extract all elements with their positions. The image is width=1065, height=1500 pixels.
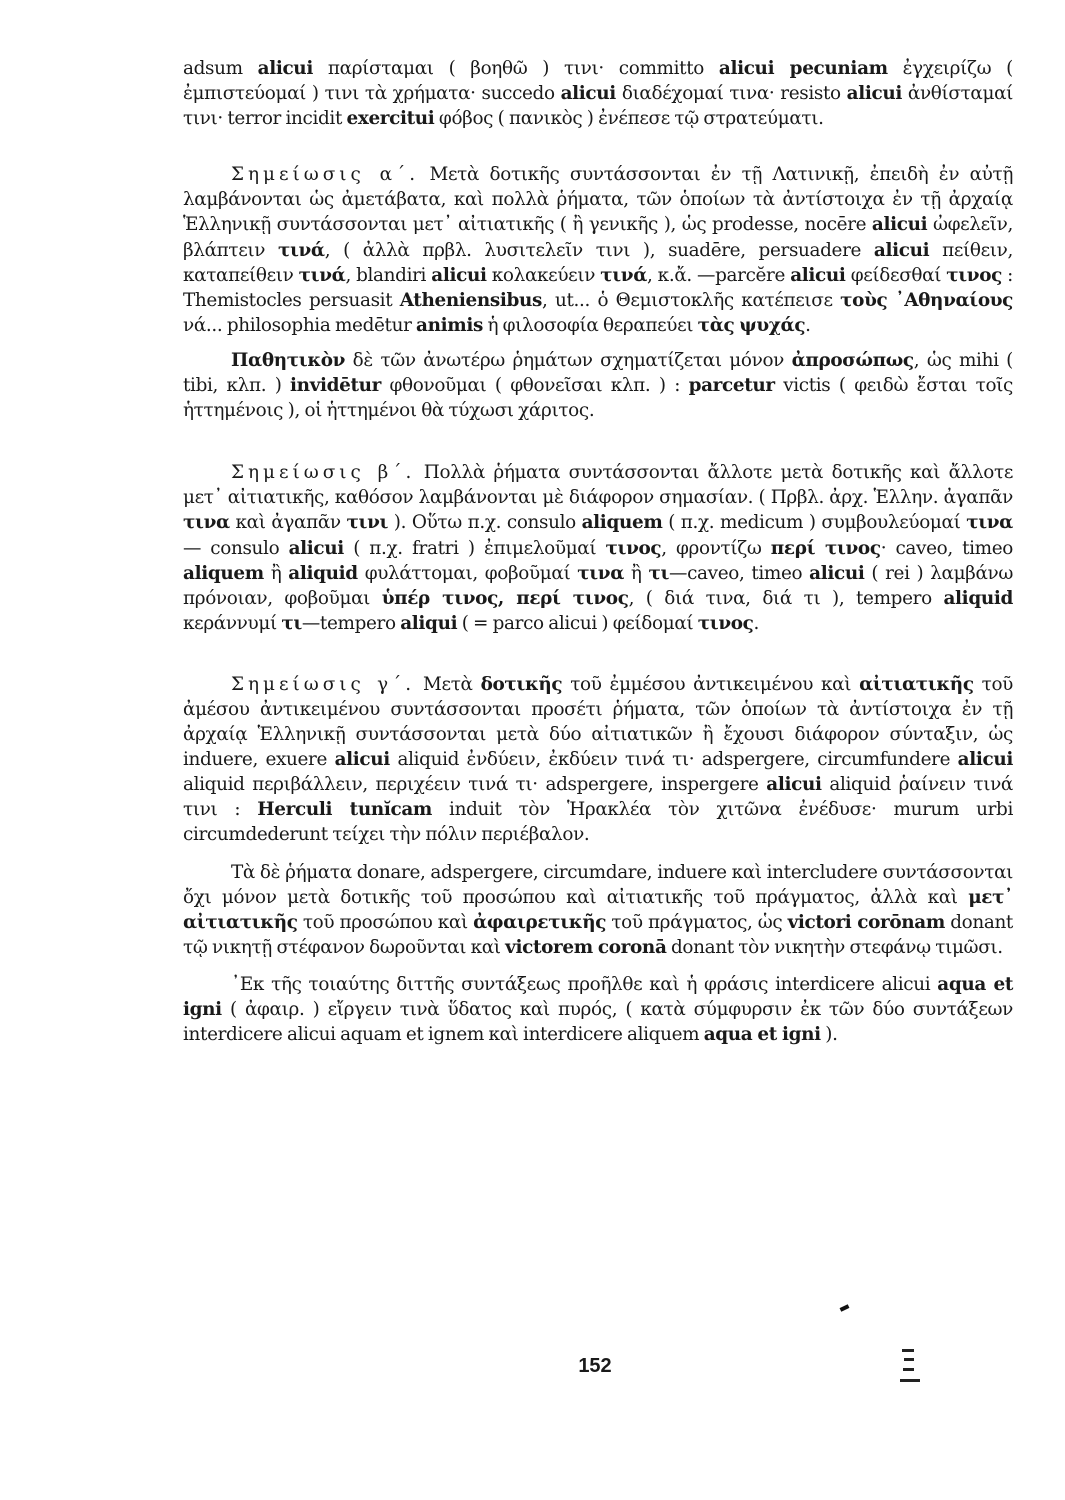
- bold-term: aliquid: [288, 562, 358, 584]
- bold-term: victorem coronā: [505, 936, 667, 958]
- bold-term: exercitui: [346, 108, 435, 130]
- bold-term: μετ᾽ αἰτιατικῆς: [183, 886, 1013, 933]
- bold-term: τινά: [298, 264, 346, 286]
- text-run: ἀνθίσταμαί τινι· terror incidit: [183, 83, 1014, 130]
- bold-term: alicui: [957, 749, 1013, 771]
- bold-term: τι: [281, 612, 302, 634]
- paragraph-examples: [183, 56, 1013, 131]
- text-run: κολακεύειν: [486, 264, 601, 286]
- text-run: donant τῷ νικητῇ στέφανον δωροῦνται καὶ: [183, 911, 1013, 958]
- paragraph-note-gamma: [183, 672, 1013, 848]
- text-run: φόβος ( πανικὸς ) ἐνέπεσε τῷ στρατεύματι.: [434, 108, 824, 130]
- bold-term: alicui pecuniam: [718, 58, 888, 79]
- text-run: τοῦ ἐμμέσου ἀντικειμένου καὶ: [562, 673, 860, 695]
- text-run: τοῦ πράγματος, ὡς: [606, 911, 788, 933]
- bold-term: aqua et igni: [183, 973, 1013, 1020]
- text-run: ᾽Εκ τῆς τοιαύτης διττῆς συντάξεως προῆλθε καὶ ἡ φράσις interdicere alicui: [231, 973, 938, 995]
- text-run: .: [805, 314, 811, 336]
- text-run: δὲ τῶν ἀνωτέρω ῥημάτων σχηματίζεται μόνον: [345, 349, 792, 371]
- bold-term: τινος: [697, 612, 754, 634]
- bold-term: aliquid: [943, 587, 1013, 609]
- bold-term: aliquem: [581, 512, 663, 534]
- bold-term: τινά: [600, 264, 648, 286]
- text-run: , φροντίζω: [661, 537, 771, 559]
- text-run: παρίσταμαι ( βοηθῶ ) τινι· committo: [312, 58, 719, 79]
- bold-term: alicui: [431, 264, 487, 286]
- text-run: , blandiri: [345, 264, 432, 286]
- text-run: κεράννυμί: [183, 612, 282, 634]
- bold-term: τινα: [183, 512, 230, 534]
- bold-term: περί τινος: [770, 537, 881, 559]
- bold-term: alicui: [871, 214, 928, 236]
- bold-term: alicui: [288, 537, 344, 559]
- text-run: ἐγχειρίζω ( ἐμπιστεύομαί ) τινι τὰ χρήματα· succedo: [183, 58, 1013, 105]
- bold-term: τινα: [966, 512, 1013, 534]
- margin-mark: [900, 1346, 922, 1386]
- bold-term: τινά: [277, 239, 325, 261]
- text-run: · caveo, timeo: [880, 537, 1013, 559]
- bold-term: alicui: [873, 239, 930, 261]
- bold-term: alicui: [790, 264, 846, 286]
- text-run: .: [753, 612, 760, 634]
- text-run: ( rei ) λαμβάνω πρόνοιαν, φοβοῦμαι: [183, 562, 1014, 609]
- text-run: aliquid ῥαίνειν τινά τινι :: [183, 774, 1013, 821]
- bold-term: τινα: [577, 562, 625, 584]
- text-run: φείδεσθαί: [845, 264, 947, 286]
- text-run: , ( διά τινα, διά τι ), tempero: [628, 587, 944, 609]
- text-run: ἢ: [263, 562, 289, 584]
- bold-term: Herculi tunĭcam: [257, 799, 433, 821]
- bold-term: animis: [416, 314, 483, 336]
- bold-term: alicui: [846, 83, 902, 105]
- text-run: ). Οὕτω π.χ. consulo: [388, 512, 582, 534]
- text-run: adsum: [183, 58, 258, 79]
- text-run: : Themistocles persuasit: [183, 264, 1013, 311]
- bold-term: parcetur: [688, 375, 775, 397]
- text-run: , κ.ἄ. —parcĕre: [647, 264, 791, 286]
- text-run: νά... philosophia medētur: [183, 314, 417, 336]
- text-run: aliquid περιβάλλειν, περιχέειν τινά τι· adspergere, inspergere: [183, 774, 767, 796]
- bold-term: τὰς ψυχάς: [697, 314, 806, 336]
- text-run: , ( ἀλλὰ πρβλ. λυσιτελεῖν τινι ), suadēre, persuadere: [324, 239, 874, 261]
- bold-term: aliquem: [183, 562, 264, 584]
- text-run: πείθειν, καταπείθειν: [183, 239, 1013, 286]
- note-heading: Σημείωσις γ΄.: [231, 673, 416, 695]
- bold-term: τινος: [605, 537, 662, 559]
- bold-term: ἀφαιρετικῆς: [473, 911, 607, 933]
- ink-mark: [840, 1304, 850, 1311]
- bold-term: alicui: [809, 562, 865, 584]
- bold-term: alicui: [766, 774, 822, 796]
- text-run: , ὡς mihi ( tibi, κλπ. ): [183, 349, 1013, 397]
- bold-term: alicui: [334, 749, 390, 771]
- text-run: ( ἀφαιρ. ) εἴργειν τινὰ ὕδατος καὶ πυρός, ( κατὰ σύμφυρσιν ἐκ τῶν δύο συντάξεων interdicere alicui aquam et ignem καὶ interdicere aliquem: [183, 999, 1013, 1046]
- bold-term: τινος: [946, 264, 1002, 286]
- bold-term: Παθητικὸν: [231, 349, 346, 371]
- text-run: τοῦ προσώπου καὶ: [297, 911, 474, 933]
- text-run: ὠφελεῖν, βλάπτειν: [183, 214, 1013, 261]
- paragraph-note-alpha: [183, 162, 1013, 338]
- text-run: ἢ: [624, 562, 649, 584]
- paragraph-double-construction: [183, 860, 1013, 960]
- text-run: , ut... ὁ Θεμιστοκλῆς κατέπεισε: [542, 289, 841, 311]
- text-run: Τὰ δὲ ῥήματα donare, adspergere, circumdare, induere καὶ intercludere συντάσσονται ὄχι μόνον μετὰ δοτικῆς τοῦ προσώπου καὶ αἰτιατικῆς τοῦ πράγματος, ἀλλὰ καὶ: [183, 861, 1013, 908]
- text-run: aliquid ἐνδύειν, ἐκδύειν τινά τι· adspergere, circumfundere: [389, 749, 958, 771]
- note-heading: Σημείωσις α΄.: [231, 164, 420, 186]
- text-run: victis ( φειδὼ ἔσται τοῖς ἡττημένοις ), οἱ ἡττημένοι θὰ τύχωσι χάριτος.: [183, 375, 1013, 422]
- text-run: induit τὸν Ἡρακλέα τὸν χιτῶνα ἐνέδυσε· murum urbi circumdederunt τείχει τὴν πόλιν περιέβαλον.: [183, 799, 1013, 846]
- text-run: ( π.χ. fratri ) ἐπιμελοῦμαί: [343, 537, 606, 559]
- text-run: ).: [820, 1024, 838, 1046]
- text-run: καὶ ἀγαπᾶν: [229, 512, 347, 534]
- text-run: —caveo, timeo: [669, 562, 810, 584]
- text-run: Μετὰ δοτικῆς συντάσσονται ἐν τῇ Λατινικῇ, ἐπειδὴ ἐν αὐτῇ λαμβάνονται ὡς ἀμετάβατα, καὶ πολλὰ ῥήματα, τῶν ὁποίων τὰ ἀντίστοιχα ἐν τῇ ἀρχαίᾳ Ἑλληνικῇ συντάσσονται μετ᾽ αἰτιατικῆς ( ἢ γενικῆς ), ὡς prodesse, nocēre: [183, 164, 1013, 236]
- paragraph-interdicere: [183, 972, 1013, 1047]
- text-run: τοῦ ἀμέσου ἀντικειμένου συντάσσονται προσέτι ῥήματα, τῶν ὁποίων τὰ ἀντίστοιχα ἐν τῇ ἀρχαίᾳ Ἑλληνικῇ συντάσσονται μετὰ δύο αἰτιατικῶν ἢ ἔχουσι διάφορον σύνταξιν, ὡς induere, exuere: [183, 673, 1013, 771]
- text-run: Μετὰ: [415, 673, 481, 695]
- note-heading: Σημείωσις β΄.: [231, 462, 416, 484]
- text-run: donant τὸν νικητὴν στεφάνῳ τιμῶσι.: [666, 936, 1003, 958]
- bold-term: invidētur: [290, 375, 382, 397]
- paragraph-note-beta: [183, 460, 1013, 636]
- bold-term: τι: [648, 562, 670, 584]
- bold-term: aqua et igni: [703, 1024, 821, 1046]
- bold-term: alicui: [257, 58, 313, 79]
- page-body: [183, 56, 1013, 1047]
- text-run: διαδέχομαί τινα· resisto: [615, 83, 847, 105]
- text-run: — consulo: [183, 537, 289, 559]
- page-number: 152: [578, 1355, 612, 1377]
- bold-term: victori corōnam: [787, 911, 945, 933]
- text-run: ( = parco alicui ) φείδομαί: [457, 612, 698, 634]
- text-run: ἡ φιλοσοφία θεραπεύει: [483, 314, 698, 336]
- bold-term: ὑπέρ τινος, περί τινος: [381, 587, 629, 609]
- bold-term: Atheniensibus: [399, 289, 543, 311]
- bold-term: αἰτιατικῆς: [859, 673, 974, 695]
- bold-term: alicui: [560, 83, 616, 105]
- bold-term: τοὺς ᾽Αθηναίους: [840, 289, 1014, 311]
- text-run: φυλάττομαι, φοβοῦμαί: [357, 562, 578, 584]
- bold-term: τινι: [346, 512, 389, 534]
- paragraph-passive: [183, 348, 1013, 423]
- text-run: Πολλὰ ῥήματα συντάσσονται ἄλλοτε μετὰ δοτικῆς καὶ ἄλλοτε μετ᾽ αἰτιατικῆς, καθόσον λαμβάνονται μὲ διάφορον σημασίαν. ( Πρβλ. ἀρχ. Ἑλλην. ἀγαπᾶν: [183, 462, 1013, 509]
- text-run: —tempero: [301, 612, 401, 634]
- text-run: φθονοῦμαι ( φθονεῖσαι κλπ. ) :: [381, 375, 689, 397]
- bold-term: aliqui: [400, 612, 458, 634]
- bold-term: ἀπροσώπως: [791, 349, 914, 371]
- bold-term: δοτικῆς: [480, 673, 563, 695]
- text-run: ( π.χ. medicum ) συμβουλεύομαί: [662, 512, 967, 534]
